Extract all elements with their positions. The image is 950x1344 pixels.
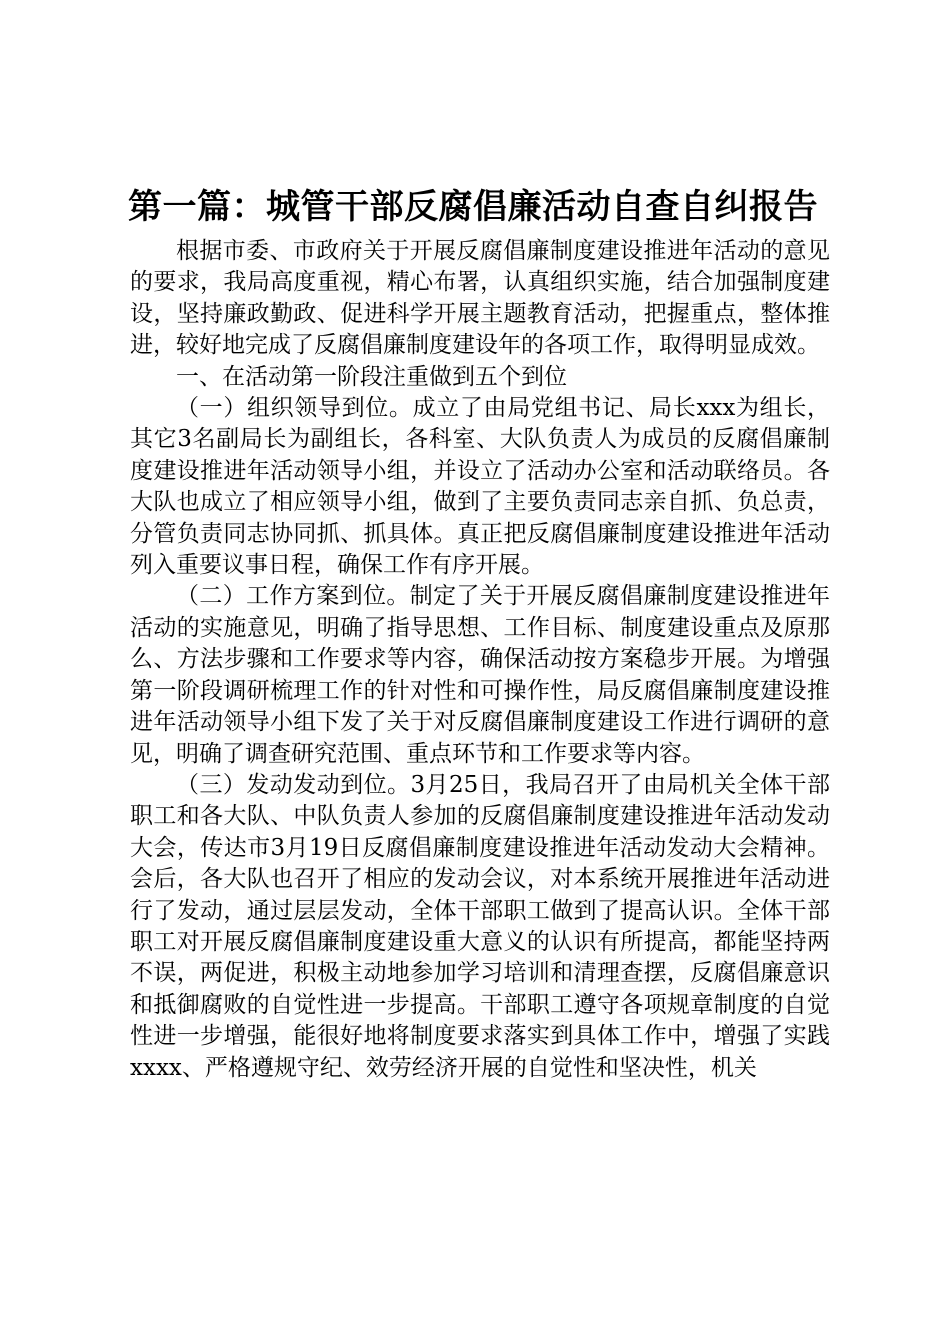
paragraph-mobilization: （三）发动发动到位。3月25日，我局召开了由局机关全体干部职工和各大队、中队负责人参加的反腐倡廉制度建设推进年活动发动大会，传达市3月19日反腐倡廉制度建设推进年活动发动大会精神。会后，各大队也召开了相应的发动会议，对本系统开展推进年活动进行了发动，通过层层发动，全体干部职工做到了提高认识。全体干部职工对开展反腐倡廉制度建设重大意义的认识有所提高，都能坚持两不误，两促进，积极主动地参加学习培训和清理查摆，反腐倡廉意识和抵御腐败的自觉性进一步提高。干部职工遵守各项规章制度的自觉性进一步增强，能很好地将制度要求落实到具体工作中，增强了实践xxxx、严格遵规守纪、效劳经济开展的自觉性和坚决性，机关 <box>130 771 830 1081</box>
section-heading-1: 一、在活动第一阶段注重做到五个到位 <box>176 363 567 390</box>
document-title: 第一篇：城管干部反腐倡廉活动自查自纠报告 <box>128 187 818 227</box>
document-body <box>130 236 830 1084</box>
paragraph-work-plan: （二）工作方案到位。制定了关于开展反腐倡廉制度建设推进年活动的实施意见，明确了指导思想、工作目标、制度建设重点及原那么、方法步骤和工作要求等内容，确保活动按方案稳步开展。为增强第一阶段调研梳理工作的针对性和可操作性，局反腐倡廉制度建设推进年活动领导小组下发了关于对反腐倡廉制度建设工作进行调研的意见，明确了调查研究范围、重点环节和工作要求等内容。 <box>130 583 830 767</box>
paragraph-organization: （一）组织领导到位。成立了由局党组书记、局长xxx为组长，其它3名副局长为副组长，各科室、大队负责人为成员的反腐倡廉制度建设推进年活动领导小组，并设立了活动办公室和活动联络员。各大队也成立了相应领导小组，做到了主要负责同志亲自抓、负总责，分管负责同志协同抓、抓具体。真正把反腐倡廉制度建设推进年活动列入重要议事日程，确保工作有序开展。 <box>130 395 830 579</box>
paragraph-intro: 根据市委、市政府关于开展反腐倡廉制度建设推进年活动的意见的要求，我局高度重视，精心布署，认真组织实施，结合加强制度建设，坚持廉政勤政、促进科学开展主题教育活动，把握重点，整体推进，较好地完成了反腐倡廉制度建设年的各项工作，取得明显成效。 <box>130 238 830 359</box>
